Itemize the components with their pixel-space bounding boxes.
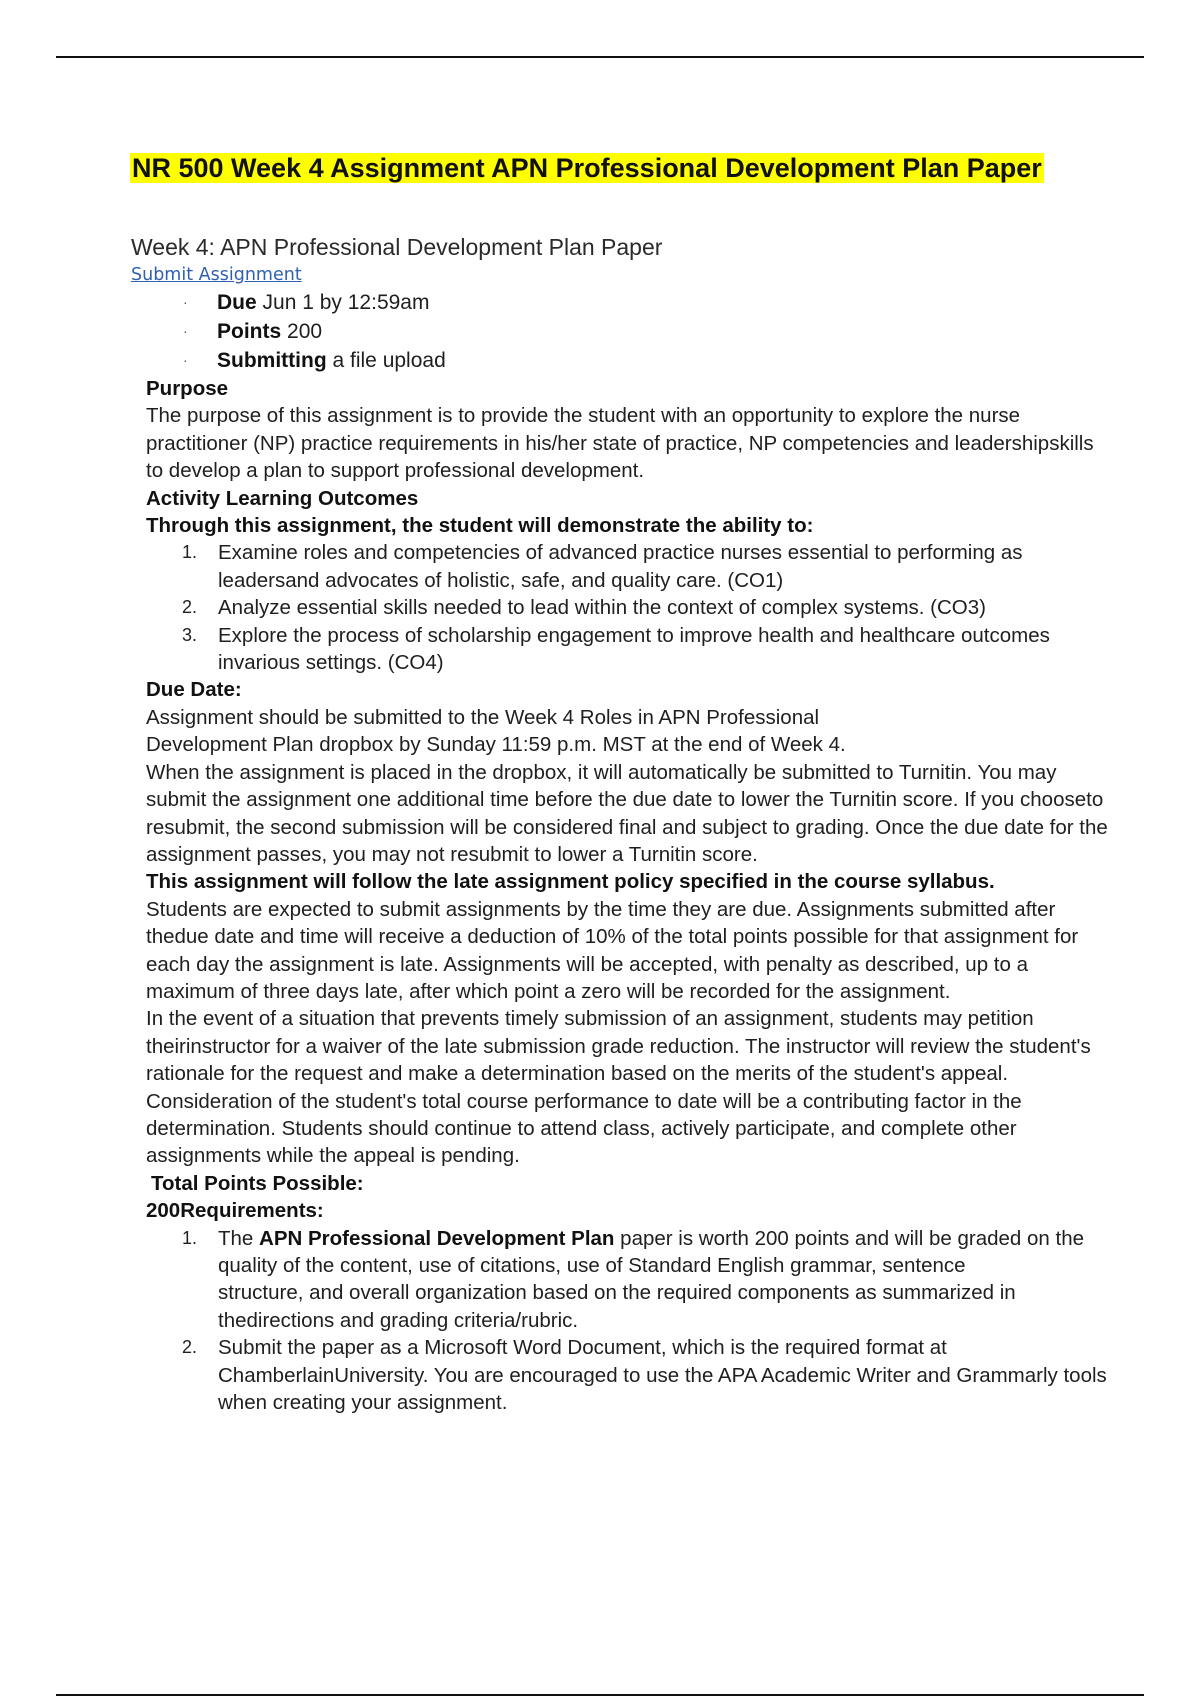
meta-due-label: Due — [217, 291, 257, 314]
meta-submitting — [183, 346, 1111, 375]
list-number: 1. — [182, 542, 198, 563]
outcome-text: Examine roles and competencies of advanced practice nurses essential to performing as leadersand advocates of holistic, safe, and quality care. (CO1) — [218, 541, 1023, 592]
assignment-subtitle: Week 4: APN Professional Development Plan Paper — [131, 234, 663, 260]
due-date-heading: Due Date: — [146, 678, 242, 702]
document-title — [130, 150, 1044, 186]
submit-assignment-link[interactable]: Submit Assignment — [131, 265, 302, 285]
outcomes-intro: Through this assignment, the student will demonstrate the ability to: — [146, 514, 814, 538]
list-item — [182, 1334, 1111, 1416]
late-policy-statement: This assignment will follow the late assignment policy specified in the course syllabus. — [146, 870, 995, 894]
requirements-heading: Requirements: — [180, 1199, 324, 1223]
list-number: 1. — [182, 1227, 198, 1248]
list-item — [182, 622, 1111, 677]
top-rule — [56, 56, 1144, 58]
purpose-heading: Purpose — [146, 377, 229, 400]
late-policy-text: Students are expected to submit assignments by the time they are due. Assignments submitted after thedue date and time will receive a deduction of 10% of the total points possible for that assignment for each day the assignment is late. Assignments will be accepted, with penalty as described, up to a maximum of three days late, after which point a zero will be recorded for the assignment. — [146, 897, 1079, 1003]
list-number: 2. — [182, 1337, 198, 1358]
requirement-text-cont: structure, and overall organization based on the required components as summarized in thedirections and grading criteria/rubric. — [218, 1281, 1016, 1332]
bottom-rule — [56, 1694, 1144, 1696]
outcomes-heading: Activity Learning Outcomes — [146, 486, 419, 510]
purpose-text: The purpose of this assignment is to provide the student with an opportunity to explore the nurse practitioner (NP) practice requirements in his/her state of practice, NP competencies and leadershipskills to develop a plan to support professional development. — [146, 404, 1094, 483]
requirement-text: Submit the paper as a Microsoft Word Document, which is the required format at ChamberlainUniversity. You are encouraged to use the APA Academic Writer and Grammarly tools when creating your assignment. — [218, 1336, 1107, 1415]
meta-points — [183, 317, 1111, 346]
document-title-text: NR 500 Week 4 Assignment APN Professional Development Plan Paper — [132, 153, 1042, 183]
list-item — [182, 539, 1111, 594]
meta-due — [183, 288, 1111, 317]
points-requirements-line — [146, 1197, 1111, 1224]
outcomes-list — [146, 539, 1111, 676]
turnitin-paragraph: When the assignment is placed in the dropbox, it will automatically be submitted to Turnitin. You may submit the assignment one additional time before the due date to lower the Turnitin score. If you chooseto resubmit, the second submission will be considered final and subject to grading. Once the due date for the assignment passes, you may not resubmit to lower a Turnitin score. — [146, 760, 1108, 866]
bullet-icon: · — [183, 294, 188, 310]
meta-due-value: Jun 1 by 12:59am — [262, 291, 430, 314]
document-body — [131, 232, 1111, 1416]
outcome-text: Analyze essential skills needed to lead within the context of complex systems. (CO3) — [218, 596, 986, 620]
outcome-text: Explore the process of scholarship engagement to improve health and healthcare outcomes invarious settings. (CO4) — [218, 623, 1050, 675]
total-points-heading: Total Points Possible: — [151, 1171, 364, 1195]
due-date-line-1: Assignment should be submitted to the Week 4 Roles in APN Professional — [146, 705, 820, 729]
requirement-text-pre: The — [218, 1226, 260, 1250]
consideration-paragraph: Consideration of the student's total course performance to date will be a contributing factor in the determination. Students should continue to attend class, actively participate, and complete other assignments while the appeal is pending. — [146, 1089, 1022, 1168]
list-item — [182, 594, 1111, 621]
meta-points-label: Points — [217, 320, 282, 343]
meta-submitting-value: a file upload — [332, 349, 446, 372]
list-number: 3. — [182, 624, 198, 645]
bullet-icon: · — [183, 323, 188, 339]
requirement-text-post: paper is worth 200 points and will be graded on the quality of the content, use of citations, use of Standard English grammar, sentence — [218, 1226, 1084, 1277]
requirement-bold-text: APN Professional Development Plan — [259, 1226, 615, 1250]
total-points-value: 200 — [146, 1199, 181, 1223]
meta-submitting-label: Submitting — [217, 349, 327, 372]
bullet-icon: · — [183, 352, 188, 368]
requirements-list — [146, 1225, 1111, 1417]
meta-points-value: 200 — [287, 320, 323, 343]
list-item — [182, 1225, 1111, 1335]
assignment-content — [131, 375, 1111, 1416]
due-date-line-2: Development Plan dropbox by Sunday 11:59 p.m. MST at the end of Week 4. — [146, 733, 846, 757]
assignment-meta-list — [131, 288, 1111, 375]
petition-paragraph: In the event of a situation that prevents timely submission of an assignment, students may petition theirinstructor for a waiver of the late submission grade reduction. The instructor will review the student's rationale for the request and make a determination based on the merits of the student's appeal. — [146, 1007, 1091, 1086]
list-number: 2. — [182, 597, 198, 618]
